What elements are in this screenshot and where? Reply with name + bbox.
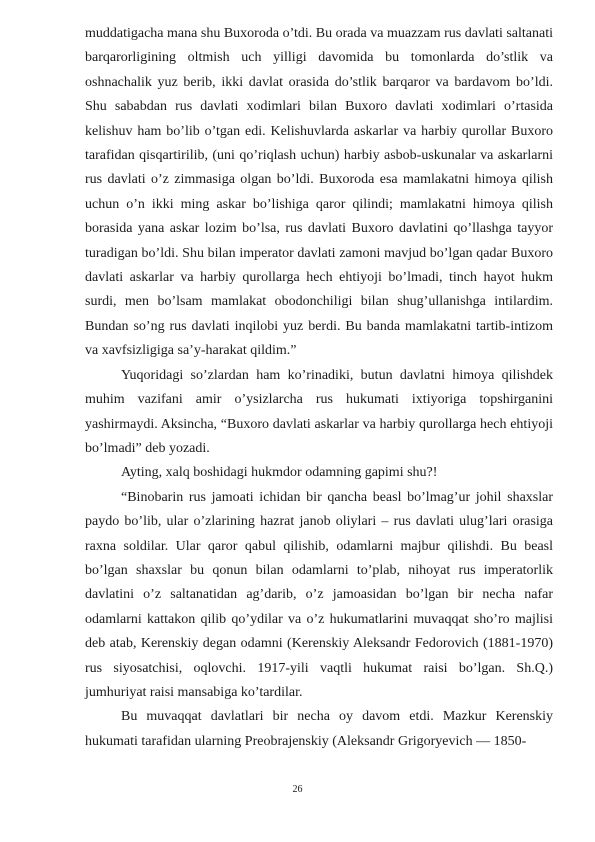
page-number: 26 xyxy=(292,784,303,795)
paragraph-2: Yuqoridagi so’zlardan ham ko’rinadiki, butun davlatni himoya qilishdek muhim vazifani amir o’ysizlarcha rus hukumati ixtiyoriga topshirganini yashirmaydi. Aksincha, “Buxoro davlati askarlar va harbiy qurollarga hech ehtiyoji bo’lmadi” deb yozadi. xyxy=(85,367,553,456)
body-text xyxy=(85,22,553,754)
paragraph-4: “Binobarin rus jamoati ichidan bir qancha beasl bo’lmag’ur johil shaxslar paydo bo’lib, ular o’zlarining hazrat janob oliylari – rus davlati ulug’lari orasiga raxna soldilar. Ular qaror qabul qilishib, odamlarni majbur qilishdi. Bu beasl bo’lgan shaxslar bu qonun bilan odamlarni to’plab, nihoyat rus imperatorlik davlatini o’z saltanatidan ag’darib, o’z jamoasidan bo’lgan bir necha nafar odamlarni kattakon qilib qo’ydilar va o’z hukumatlarini muvaqqat sho’ro majlisi deb atab, Kerenskiy degan odamni (Kerenskiy Aleksandr Fedorovich (1881-1970) rus siyosatchisi, oqlovchi. 1917-yili vaqtli hukumat raisi bo’lgan. Sh.Q.) jumhuriyat raisi mansabiga ko’tardilar. xyxy=(85,489,553,700)
paragraph-1: muddatigacha mana shu Buxoroda o’tdi. Bu orada va muazzam rus davlati saltanati barqarorligining oltmish uch yilligi davomida bu tomonlarda do’stlik va oshnachalik yuz berib, ikki davlat orasida do’stlik barqaror va bardavom bo’ldi. Shu sababdan rus davlati xodimlari bilan Buxoro davlati xodimlari o’rtasida kelishuv ham bo’lib o’tgan edi. Kelishuvlarda askarlar va harbiy qurollar Buxoro tarafidan qisqartirilib, (uni qo’riqlash uchun) harbiy asbob-uskunalar va askarlarni rus davlati o’z zimmasiga olgan bo’ldi. Buxoroda esa mamlakatni himoya qilish uchun o’n ikki ming askar bo’lishiga qaror qilindi; mamlakatni himoya qilish borasida yana askar lozim bo’lsa, rus davlati Buxoro davlatini qo’llashga tayyor turadigan bo’ldi. Shu bilan imperator davlati zamoni mavjud bo’lgan qadar Buxoro davlati askarlar va harbiy qurollarga hech ehtiyoji bo’lmadi, tinch hayot hukm surdi, men bo’lsam mamlakat obodonchiligi bilan shug’ullanishga intilardim. Bundan so’ng rus davlati inqilobi yuz berdi. Bu banda mamlakatni tartib-intizom va xavfsizligiga sa’y-harakat qildim.” xyxy=(85,26,553,359)
paragraph-3: Ayting, xalq boshidagi hukmdor odamning gapimi shu?! xyxy=(121,465,438,481)
paragraph-5: Bu muvaqqat davlatlari bir necha oy davom etdi. Mazkur Kerenskiy hukumati tarafidan ularning Preobrajenskiy (Aleksandr Grigoryevich — 1850- xyxy=(85,709,553,749)
